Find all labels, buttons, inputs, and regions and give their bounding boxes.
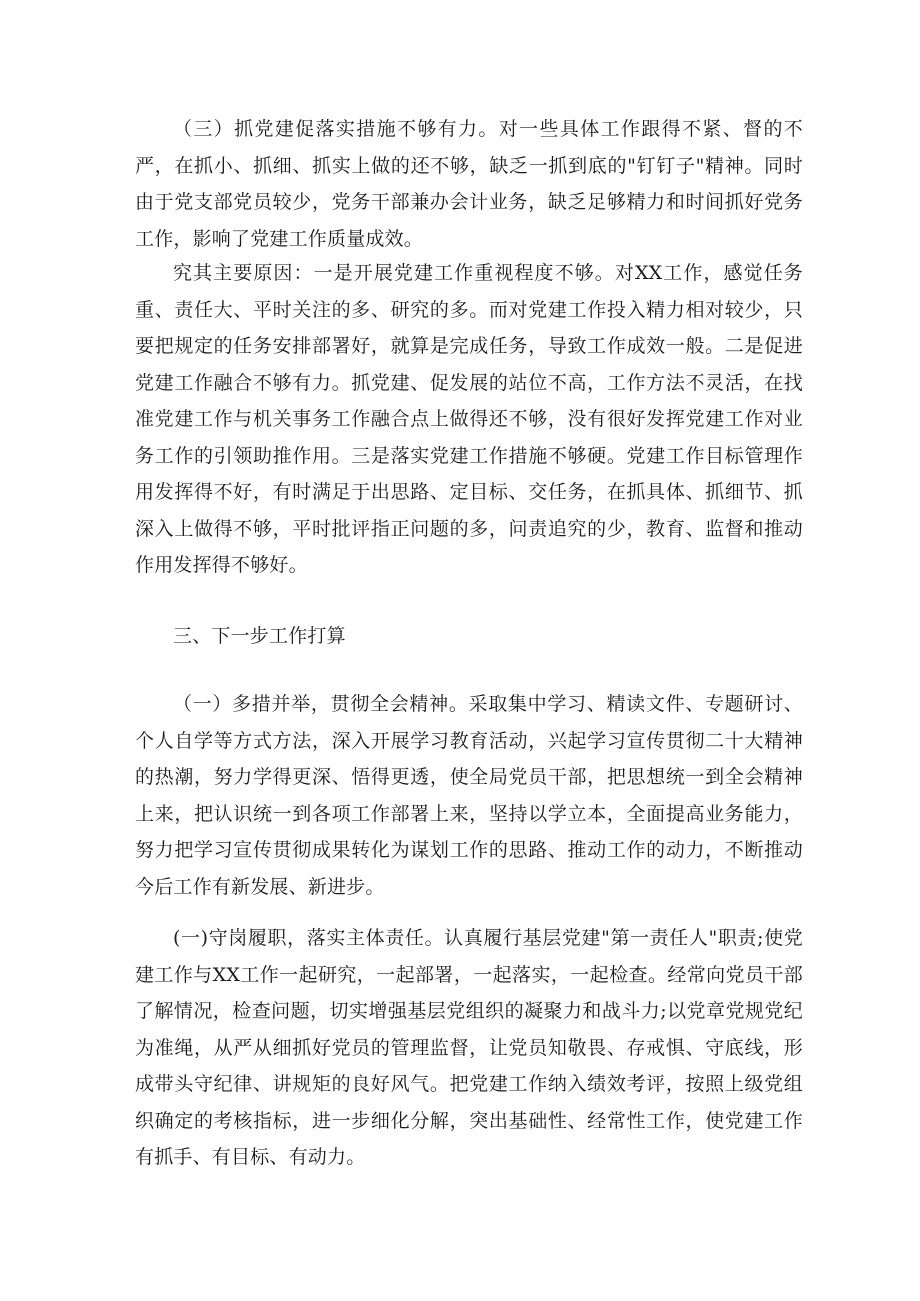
paragraph-text: (一)守岗履职，落实主体责任。认真履行基层党建"第一责任人"职责;使党建工作与XX工作一起研究，一起部署，一起落实，一起检查。经常向党员干部了解情况，检查问题，切实增强基层党组织的凝聚力和战斗力;以党章党规党纪为准绳，从严从细抓好党员的管理监督，让党员知敬畏、存戒惧、守底线，形成带头守纪律、讲规矩的良好风气。把党建工作纳入绩效考评，按照上级党组织确定的考核指标，进一步细化分解，突出基础性、经常性工作，使党建工作有抓手、有目标、有动力。 [135, 927, 803, 1168]
paragraph-implement-spirit [135, 686, 803, 905]
paragraph-text: 究其主要原因：一是开展党建工作重视程度不够。对XX工作，感觉任务重、责任大、平时关注的多、研究的多。而对党建工作投入精力相对较少，只要把规定的任务安排部署好，就算是完成任务，导致工作成效一般。二是促进党建工作融合不够有力。抓党建、促发展的站位不高，工作方法不灵活，在找准党建工作与机关事务工作融合点上做得还不够，没有很好发挥党建工作对业务工作的引领助推作用。三是落实党建工作措施不够硬。党建工作目标管理作用发挥得不好，有时满足于出思路、定目标、交任务，在抓具体、抓细节、抓深入上做得不够，平时批评指正问题的多，问责追究的少，教育、监督和推动作用发挥得不够好。 [135, 262, 803, 576]
paragraph-text: （一）多措并举，贯彻全会精神。采取集中学习、精读文件、专题研讨、个人自学等方式方法，深入开展学习教育活动，兴起学习宣传贯彻二十大精神的热潮，努力学得更深、悟得更透，使全局党员干部，把思想统一到全会精神上来，把认识统一到各项工作部署上来，坚持以学立本，全面提高业务能力，努力把学习宣传贯彻成果转化为谋划工作的思路、推动工作的动力，不断推动今后工作有新发展、新进步。 [135, 693, 803, 898]
paragraph-measures-insufficient [135, 111, 803, 257]
section-heading-next-steps [135, 618, 803, 655]
paragraph-main-causes [135, 255, 803, 584]
paragraph-text: （三）抓党建促落实措施不够有力。对一些具体工作跟得不紧、督的不严，在抓小、抓细、抓实上做的还不够，缺乏一抓到底的"钉钉子"精神。同时由于党支部党员较少，党务干部兼办会计业务，缺乏足够精力和时间抓好党务工作，影响了党建工作质量成效。 [135, 118, 803, 250]
section-heading-text: 三、下一步工作打算 [173, 625, 346, 647]
paragraph-main-responsibility [135, 920, 803, 1176]
